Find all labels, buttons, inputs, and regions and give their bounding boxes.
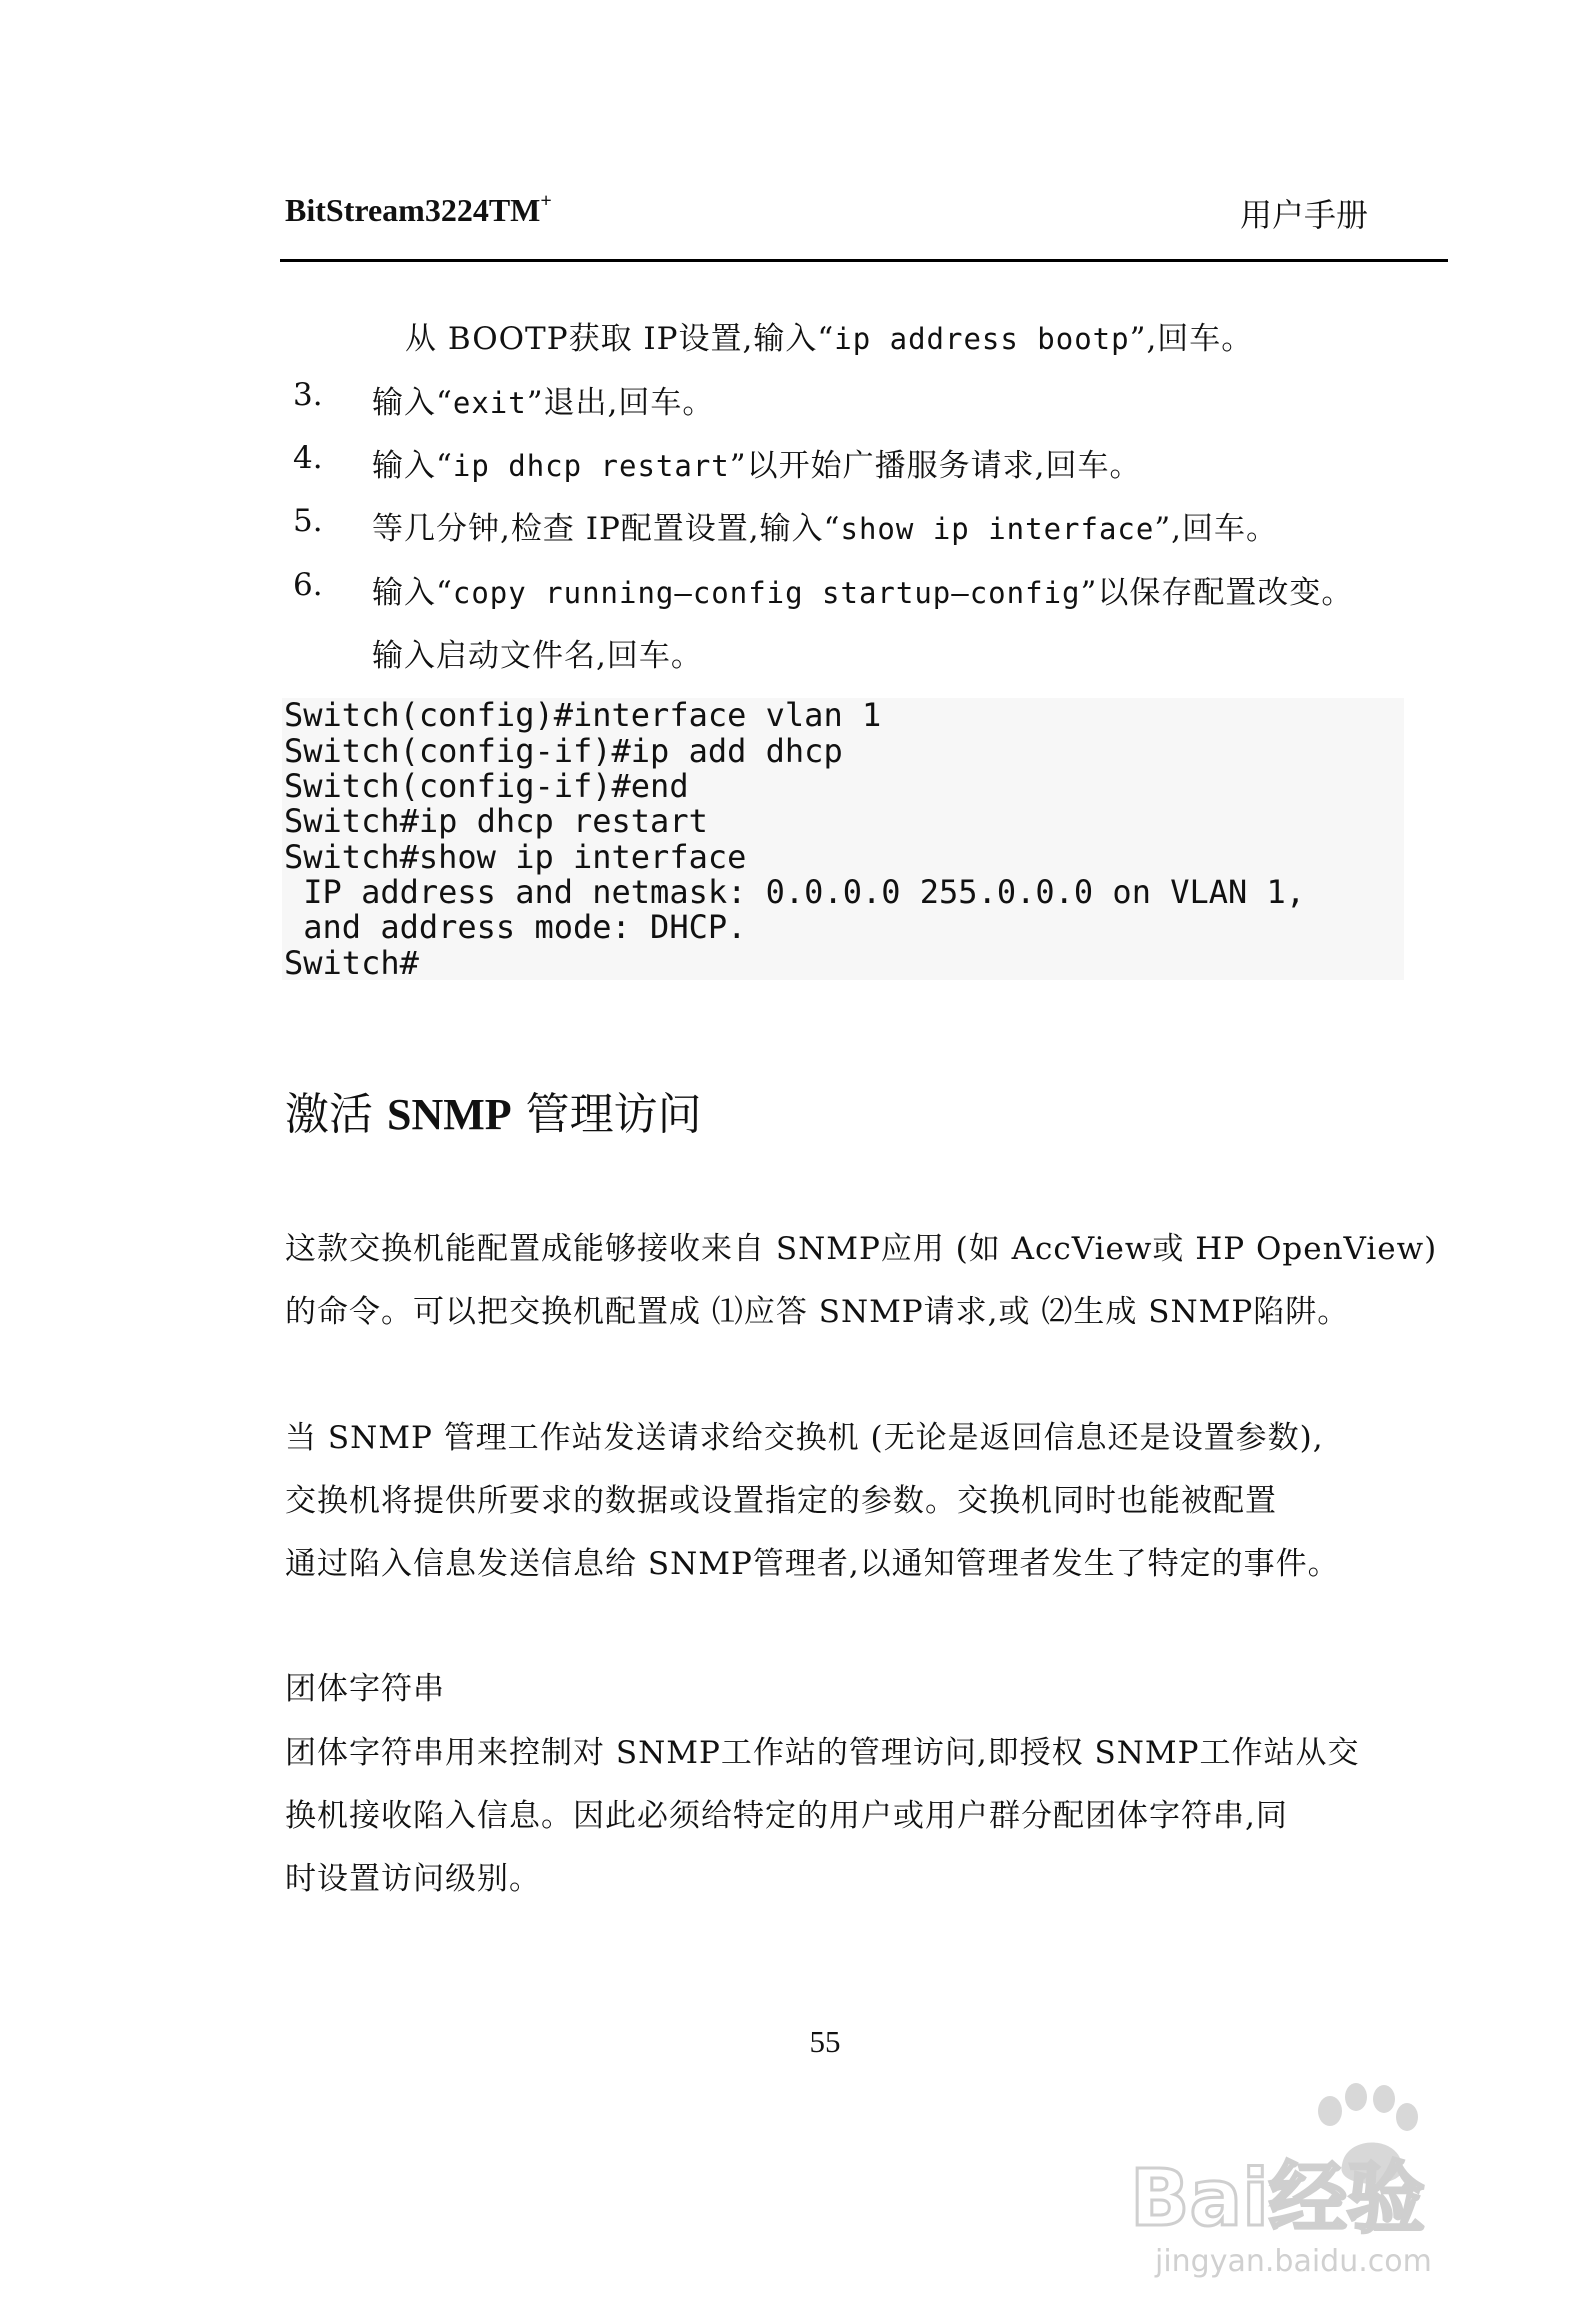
step-5: 等几分钟,检查 IP配置设置,输入“show ip interface”,回车。 bbox=[372, 511, 1279, 547]
paragraph-line: 时设置访问级别。 bbox=[285, 1861, 541, 1897]
page-number: 55 bbox=[809, 2024, 841, 2059]
paragraph-line: 的命令。可以把交换机配置成 ⑴应答 SNMP请求,或 ⑵生成 SNMP陷阱。 bbox=[285, 1294, 1350, 1330]
code-line: Switch#ip dhcp restart bbox=[284, 802, 708, 840]
paragraph-line: 通过陷入信息发送信息给 SNMP管理者,以通知管理者发生了特定的事件。 bbox=[285, 1546, 1340, 1582]
step-number-4: 4. bbox=[293, 440, 323, 476]
code-line: Switch(config-if)#ip add dhcp bbox=[284, 732, 843, 770]
paragraph-line: 这款交换机能配置成能够接收来自 SNMP应用 (如 AccView或 HP OpenView) bbox=[285, 1231, 1438, 1267]
paragraph-line: 换机接收陷入信息。因此必须给特定的用户或用户群分配团体字符串,同 bbox=[285, 1798, 1288, 1834]
watermark-url: jingyan.baidu.com bbox=[1155, 2244, 1432, 2279]
watermark-brand: Bai经验 bbox=[1130, 2154, 1425, 2244]
step-number-5: 5. bbox=[293, 503, 323, 539]
step-6-continued: 输入启动文件名,回车。 bbox=[372, 638, 703, 674]
subheading-community-string: 团体字符串 bbox=[285, 1671, 445, 1707]
section-heading: 激活 SNMP 管理访问 bbox=[285, 1089, 702, 1140]
header-divider bbox=[280, 259, 1448, 262]
code-line: Switch(config-if)#end bbox=[284, 767, 689, 805]
manual-label: 用户手册 bbox=[1239, 196, 1368, 234]
step-number-3: 3. bbox=[293, 377, 323, 413]
document-title: BitStream3224TM+ bbox=[285, 190, 552, 228]
paragraph-line: 团体字符串用来控制对 SNMP工作站的管理访问,即授权 SNMP工作站从交 bbox=[285, 1735, 1360, 1771]
code-line: Switch# bbox=[284, 944, 419, 982]
step-6: 输入“copy running—config startup—config”以保存配置改变。 bbox=[372, 575, 1354, 611]
bootp-step: 从 BOOTP获取 IP设置,输入“ip address bootp”,回车。 bbox=[405, 321, 1254, 357]
step-3: 输入“exit”退出,回车。 bbox=[372, 385, 715, 421]
code-line: IP address and netmask: 0.0.0.0 255.0.0.0 on VLAN 1, bbox=[284, 873, 1306, 911]
paragraph-line: 当 SNMP 管理工作站发送请求给交换机 (无论是返回信息还是设置参数), bbox=[285, 1420, 1324, 1456]
baidu-jingyan-watermark bbox=[1120, 2075, 1510, 2285]
step-number-6: 6. bbox=[293, 567, 323, 603]
code-line: Switch#show ip interface bbox=[284, 838, 747, 876]
code-line: and address mode: DHCP. bbox=[284, 908, 747, 946]
step-4: 输入“ip dhcp restart”以开始广播服务请求,回车。 bbox=[372, 448, 1142, 484]
paragraph-line: 交换机将提供所要求的数据或设置指定的参数。交换机同时也能被配置 bbox=[285, 1483, 1277, 1519]
code-line: Switch(config)#interface vlan 1 bbox=[284, 696, 882, 734]
